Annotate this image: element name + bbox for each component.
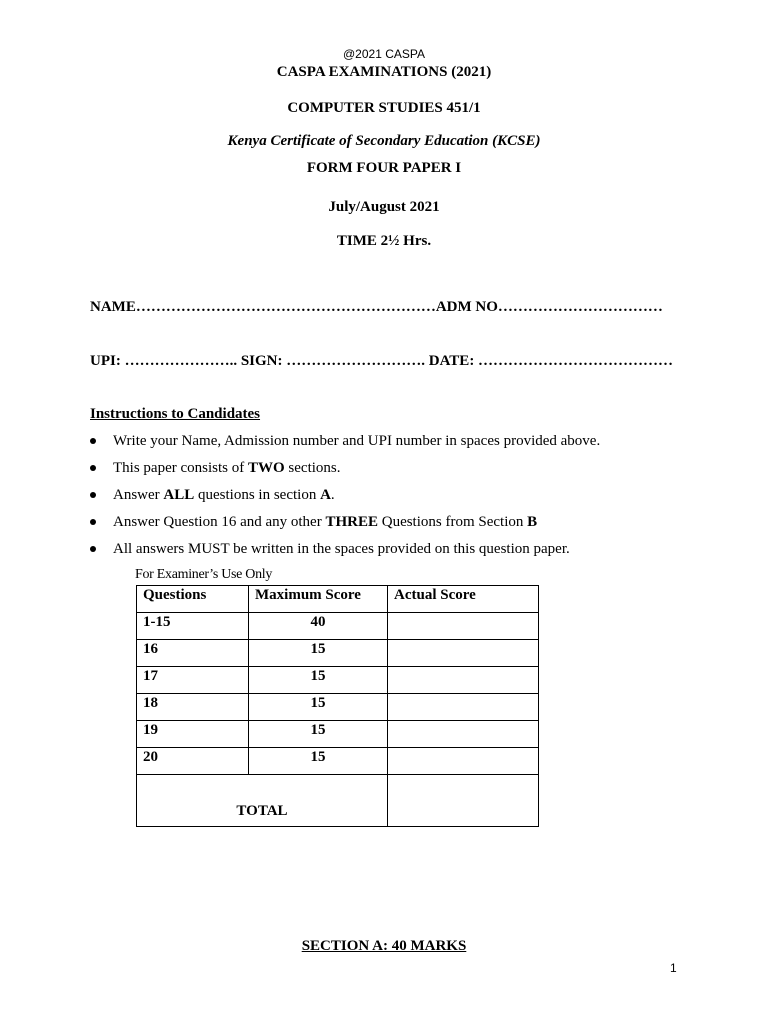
instructions-heading: Instructions to Candidates xyxy=(90,406,261,422)
table-row xyxy=(137,640,539,667)
score-table xyxy=(136,585,539,827)
instruction-emphasis: ALL xyxy=(163,487,195,503)
instruction-emphasis: THREE xyxy=(325,514,378,530)
actual-score-cell[interactable] xyxy=(388,721,539,748)
page-number: 1 xyxy=(670,961,677,975)
actual-score-cell[interactable] xyxy=(388,640,539,667)
question-cell: 20 xyxy=(137,748,249,775)
table-row xyxy=(137,613,539,640)
question-cell: 18 xyxy=(137,694,249,721)
exam-time: TIME 2½ Hrs. xyxy=(336,233,432,249)
max-score-cell: 40 xyxy=(249,613,388,640)
instruction-emphasis: B xyxy=(527,514,538,530)
instruction-text: This paper consists of xyxy=(113,460,248,476)
instruction-emphasis: A xyxy=(320,487,331,503)
subject-title: COMPUTER STUDIES 451/1 xyxy=(287,100,481,116)
question-cell: 16 xyxy=(137,640,249,667)
certificate-title: Kenya Certificate of Secondary Education (KCSE) xyxy=(227,133,541,149)
instruction-text: Questions from Section xyxy=(377,514,528,530)
instruction-item xyxy=(90,540,730,567)
actual-score-cell[interactable] xyxy=(388,667,539,694)
name-admno-field: NAME……………………………………………………ADM NO…………………………… xyxy=(90,299,663,315)
total-row xyxy=(137,775,539,827)
instruction-text: All answers MUST be written in the spaces provided on this question paper. xyxy=(113,541,570,557)
instruction-text: . xyxy=(330,487,335,503)
column-header: Questions xyxy=(137,586,249,613)
table-row xyxy=(137,694,539,721)
max-score-cell: 15 xyxy=(249,721,388,748)
section-a-heading: SECTION A: 40 MARKS xyxy=(301,938,467,954)
table-header-row xyxy=(137,586,539,613)
copyright-note: @2021 CASPA xyxy=(342,47,425,61)
actual-score-cell[interactable] xyxy=(388,613,539,640)
question-cell: 19 xyxy=(137,721,249,748)
max-score-cell: 15 xyxy=(249,667,388,694)
instruction-item xyxy=(90,459,730,486)
instruction-emphasis: TWO xyxy=(247,460,285,476)
instruction-item xyxy=(90,432,730,459)
instruction-item xyxy=(90,513,730,540)
actual-score-cell[interactable] xyxy=(388,694,539,721)
max-score-cell: 15 xyxy=(249,640,388,667)
upi-sign-date-field: UPI: ………………….. SIGN: ………………………. DATE: ………………………………… xyxy=(90,353,674,369)
total-label: TOTAL xyxy=(137,775,388,827)
instruction-text: Write your Name, Admission number and UPI number in spaces provided above. xyxy=(113,433,601,449)
max-score-cell: 15 xyxy=(249,694,388,721)
total-score-cell[interactable] xyxy=(388,775,539,827)
instruction-text: Answer Question 16 and any other xyxy=(113,514,326,530)
table-row xyxy=(137,667,539,694)
column-header: Maximum Score xyxy=(249,586,388,613)
instruction-text: questions in section xyxy=(194,487,321,503)
question-cell: 1-15 xyxy=(137,613,249,640)
exam-title: CASPA EXAMINATIONS (2021) xyxy=(276,64,492,80)
instructions-list xyxy=(90,432,730,567)
exam-date: July/August 2021 xyxy=(328,199,440,215)
examiner-caption: For Examiner’s Use Only xyxy=(135,567,273,582)
paper-title: FORM FOUR PAPER I xyxy=(306,160,462,176)
max-score-cell: 15 xyxy=(249,748,388,775)
column-header: Actual Score xyxy=(388,586,539,613)
instruction-text: sections. xyxy=(284,460,341,476)
table-row xyxy=(137,748,539,775)
table-row xyxy=(137,721,539,748)
instruction-text: Answer xyxy=(113,487,164,503)
question-cell: 17 xyxy=(137,667,249,694)
actual-score-cell[interactable] xyxy=(388,748,539,775)
instruction-item xyxy=(90,486,730,513)
